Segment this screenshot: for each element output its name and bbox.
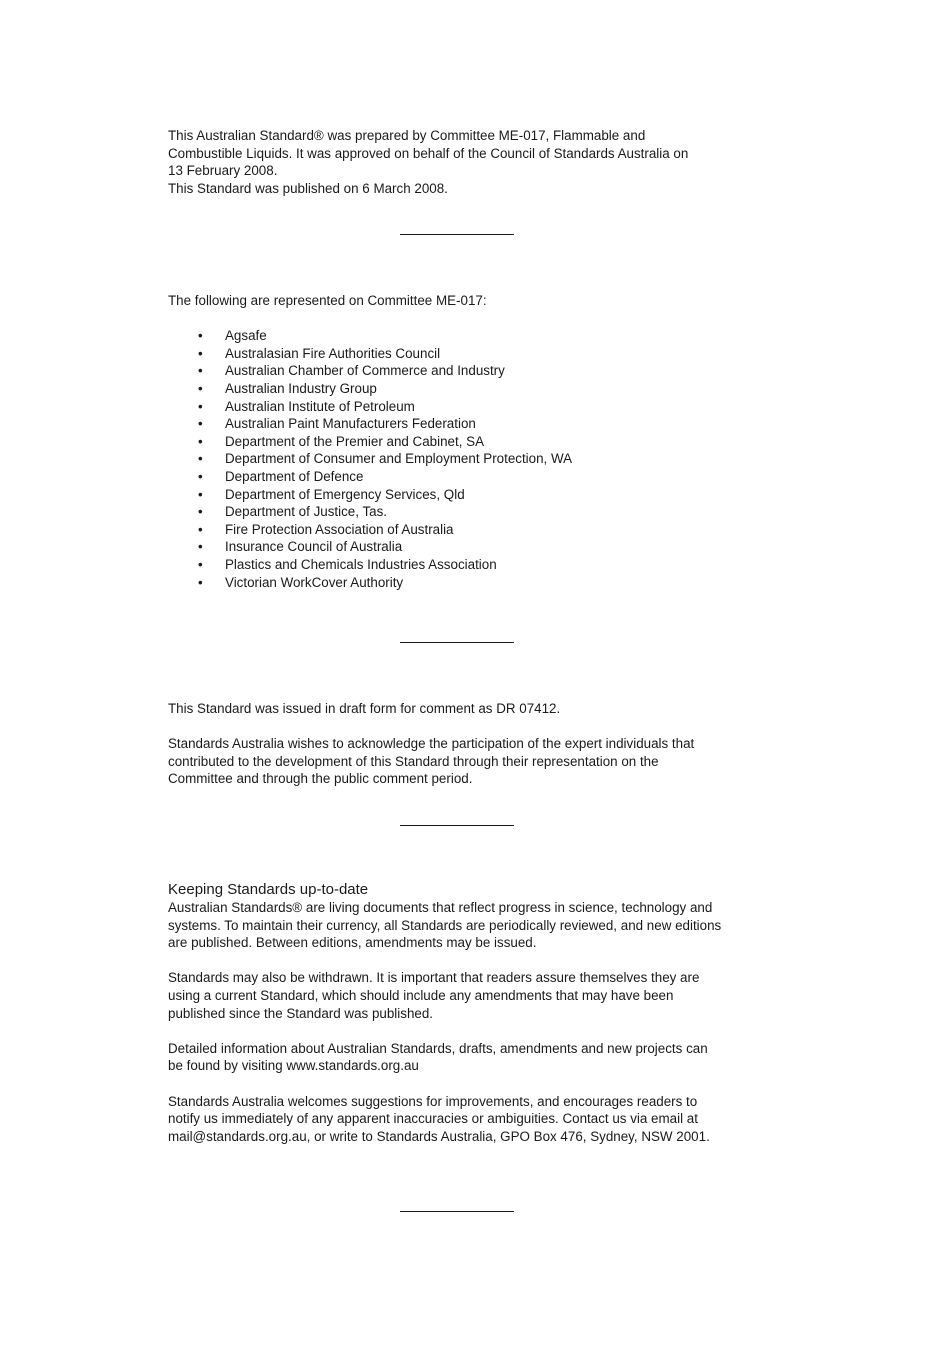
list-item: • Department of Emergency Services, Qld — [168, 486, 768, 504]
prep-line-2: Combustible Liquids. It was approved on behalf of the Council of Standards Australia on — [168, 145, 689, 161]
keeping-p3-line-2 — [168, 1057, 788, 1075]
keeping-p1-line-2: systems. To maintain their currency, all Standards are periodically reviewed, and new editions — [168, 917, 722, 933]
section-heading: Keeping Standards up-to-date — [168, 881, 369, 898]
list-item: • Department of the Premier and Cabinet, SA — [168, 433, 768, 451]
committee-member-list — [168, 327, 768, 591]
list-item: • Australian Paint Manufacturers Federation — [168, 415, 768, 433]
section-divider — [400, 642, 514, 643]
keeping-p3-line-1: Detailed information about Australian Standards, drafts, amendments and new projects can — [168, 1040, 708, 1056]
keeping-p4-line-3 — [168, 1128, 788, 1146]
draft-issued: This Standard was issued in draft form for comment as DR 07412. — [168, 701, 561, 716]
list-item: • Department of Defence — [168, 468, 768, 486]
list-item: • Department of Consumer and Employment Protection, WA — [168, 450, 768, 468]
list-item: • Australian Industry Group — [168, 380, 768, 398]
prep-line-4: This Standard was published on 6 March 2008. — [168, 180, 448, 196]
list-item: • Australian Institute of Petroleum — [168, 398, 768, 416]
acknowledgement-line-3: Committee and through the public comment period. — [168, 771, 473, 787]
keeping-p2-line-2: using a current Standard, which should include any amendments that may have been — [168, 987, 674, 1003]
keeping-p4-line-2: notify us immediately of any apparent inaccuracies or ambiguities. Contact us via email at — [168, 1111, 698, 1127]
list-item: • Australian Chamber of Commerce and Industry — [168, 362, 768, 380]
contact-email-link[interactable]: mail@standards.org.au — [168, 1128, 307, 1144]
preparation-statement — [168, 127, 768, 197]
list-item: • Victorian WorkCover Authority — [168, 574, 768, 592]
list-item: • Department of Justice, Tas. — [168, 503, 768, 521]
list-item: • Plastics and Chemicals Industries Association — [168, 556, 768, 574]
section-divider — [400, 825, 514, 826]
standards-website-link[interactable]: www.standards.org.au — [286, 1058, 419, 1074]
committee-intro: The following are represented on Committee ME-017: — [168, 293, 487, 308]
list-item: • Agsafe — [168, 327, 768, 345]
keeping-standards-section — [168, 881, 788, 1145]
prep-line-3: 13 February 2008. — [168, 163, 278, 179]
list-item: • Fire Protection Association of Australia — [168, 521, 768, 539]
keeping-p2-line-1: Standards may also be withdrawn. It is important that readers assure themselves they are — [168, 970, 700, 986]
keeping-p4-suffix: , or write to Standards Australia, GPO Box 476, Sydney, NSW 2001. — [306, 1128, 710, 1144]
section-divider — [400, 234, 514, 235]
keeping-p4-line-1: Standards Australia welcomes suggestions for improvements, and encourages readers to — [168, 1093, 698, 1109]
keeping-p3-prefix: be found by visiting — [168, 1058, 287, 1074]
acknowledgement-line-2: contributed to the development of this Standard through their representation on the — [168, 753, 659, 769]
list-item: • Insurance Council of Australia — [168, 538, 768, 556]
acknowledgement-line-1: Standards Australia wishes to acknowledge the participation of the expert individuals that — [168, 736, 695, 752]
keeping-p2-line-3: published since the Standard was published. — [168, 1005, 434, 1021]
draft-section — [168, 700, 768, 788]
keeping-p1-line-3: are published. Between editions, amendments may be issued. — [168, 935, 537, 951]
committee-section — [168, 292, 768, 591]
list-item: • Australasian Fire Authorities Council — [168, 345, 768, 363]
keeping-p1-line-1: Australian Standards® are living documents that reflect progress in science, technology and — [168, 900, 713, 915]
prep-line-1: This Australian Standard® was prepared by Committee ME-017, Flammable and — [168, 128, 646, 143]
section-divider — [400, 1211, 514, 1212]
